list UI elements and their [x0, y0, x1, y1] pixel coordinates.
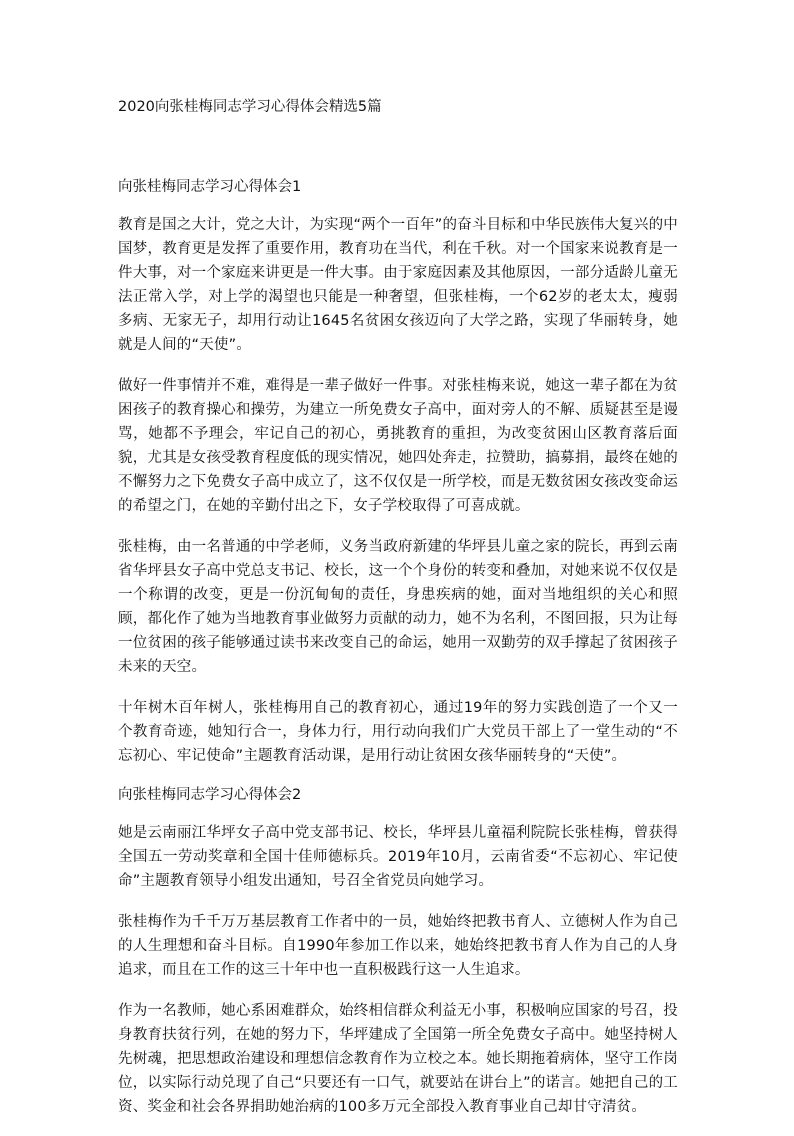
paragraph: 做好一件事情并不难，难得是一辈子做好一件事。对张桂梅来说，她这一辈子都在为贫困孩子的教育操心和操劳，为建立一所免费女子高中，面对旁人的不解、质疑甚至是谩骂，她都不予理会，牢记自己的初心，勇挑教育的重担，为改变贫困山区教育落后面貌，尤其是女孩受教育程度低的现实情况，她四处奔走，拉赞助，搞募捐，最终在她的不懈努力之下免费女子高中成立了，这不仅仅是一所学校，而是无数贫困女孩改变命运的希望之门，在她的辛勤付出之下，女子学校取得了可喜成就。	[118, 378, 678, 514]
paragraph: 教育是国之大计，党之大计，为实现“两个一百年”的奋斗目标和中华民族伟大复兴的中国梦，教育更是发挥了重要作用，教育功在当代，利在千秋。对一个国家来说教育是一件大事，对一个家庭来讲更是一件大事。由于家庭因素及其他原因，一部分适龄儿童无法正常入学，对上学的渴望也只能是一种奢望，但张桂梅，一个62岁的老太太，瘦弱多病、无家无子，却用行动让1645名贫困女孩迈向了大学之路，实现了华丽转身，她就是人间的“天使”。	[118, 217, 678, 353]
document-title: 2020向张桂梅同志学习心得体会精选5篇	[118, 99, 382, 115]
section-1	[118, 177, 678, 768]
paragraph: 张桂梅作为千千万万基层教育工作者中的一员，她始终把教书育人、立德树人作为自己的人生理想和奋斗目标。自1990年参加工作以来，她始终把教书育人作为自己的人身追求，而且在工作的这三十年中也一直积极践行这一人生追求。	[118, 914, 678, 978]
paragraph: 她是云南丽江华坪女子高中党支部书记、校长，华坪县儿童福利院院长张桂梅，曾获得全国五一劳动奖章和全国十佳师德标兵。2019年10月，云南省委“不忘初心、牢记使命”主题教育领导小组发出通知，号召全省党员向她学习。	[118, 825, 678, 889]
section-2	[118, 785, 678, 1119]
document-body	[118, 177, 678, 1136]
paragraph: 作为一名教师，她心系困难群众，始终相信群众利益无小事，积极响应国家的号召，投身教育扶贫行列，在她的努力下，华坪建成了全国第一所全免费女子高中。她坚持树人先树魂，把思想政治建设和理想信念教育作为立校之本。她长期拖着病体，坚守工作岗位，以实际行动兑现了自己“只要还有一口气，就要站在讲台上”的诺言。她把自己的工资、奖金和社会各界捐助她治病的100多万元全部投入教育事业自己却甘守清贫。	[118, 1003, 678, 1115]
section-heading: 向张桂梅同志学习心得体会1	[118, 179, 302, 195]
section-heading: 向张桂梅同志学习心得体会2	[118, 787, 302, 803]
paragraph: 张桂梅，由一名普通的中学老师，义务当政府新建的华坪县儿童之家的院长，再到云南省华坪县女子高中党总支书记、校长，这一个个身份的转变和叠加，对她来说不仅仅是一个称谓的改变，更是一份沉甸甸的责任，身患疾病的她，面对当地组织的关心和照顾，都化作了她为当地教育事业做努力贡献的动力，她不为名利，不图回报，只为让每一位贫困的孩子能够通过读书来改变自己的命运，她用一双勤劳的双手撑起了贫困孩子未来的天空。	[118, 539, 678, 675]
paragraph: 十年树木百年树人，张桂梅用自己的教育初心，通过19年的努力实践创造了一个又一个教育奇迹，她知行合一，身体力行，用行动向我们广大党员干部上了一堂生动的“不忘初心、牢记使命”主题教育活动课，是用行动让贫困女孩华丽转身的“天使”。	[118, 700, 678, 764]
